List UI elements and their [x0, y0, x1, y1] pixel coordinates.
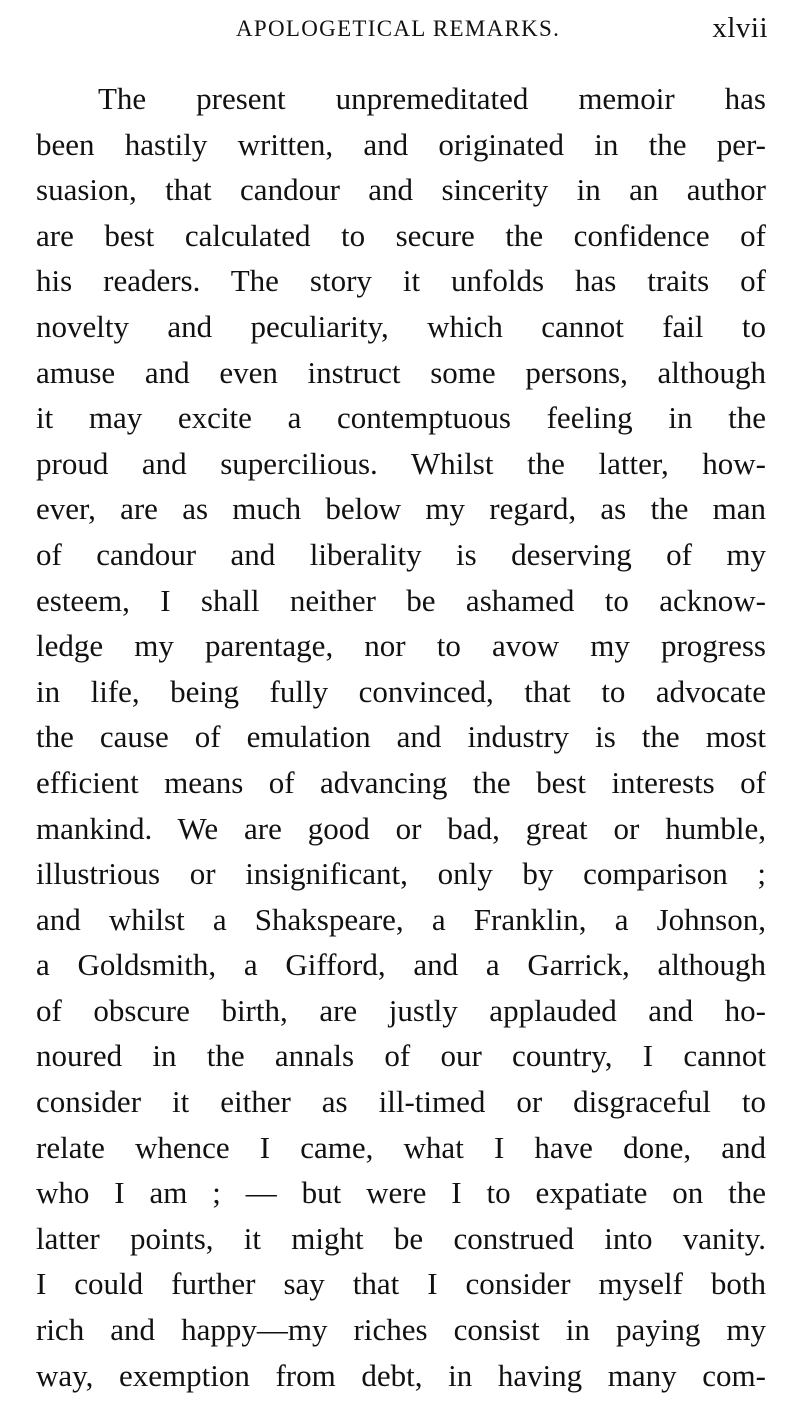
text-line: it may excite a contemptuous feeling in the — [36, 400, 766, 436]
text-line: I could further say that I consider myself both — [36, 1266, 766, 1302]
text-line: of candour and liberality is deserving of my — [36, 536, 766, 572]
text-line: in life, being fully convinced, that to advocate — [36, 673, 766, 709]
text-line: latter points, it might be construed into vanity. — [36, 1220, 766, 1256]
text-line: who I am ; — but were I to expatiate on the — [36, 1175, 766, 1211]
text-line: amuse and even instruct some persons, although — [36, 354, 766, 390]
text-line: been hastily written, and originated in the per- — [36, 126, 766, 162]
running-head — [36, 12, 768, 52]
text-line: esteem, I shall neither be ashamed to acknow- — [36, 582, 766, 618]
text-line: suasion, that candour and sincerity in an author — [36, 172, 766, 208]
page-number: xlvii — [712, 12, 768, 44]
text-line: way, exemption from debt, in having many com- — [36, 1357, 766, 1393]
text-line: illustrious or insignificant, only by comparison ; — [36, 856, 766, 892]
text-line: efficient means of advancing the best interests of — [36, 764, 766, 800]
text-line: novelty and peculiarity, which cannot fail to — [36, 308, 766, 344]
text-line: relate whence I came, what I have done, and — [36, 1129, 766, 1165]
text-line: a Goldsmith, a Gifford, and a Garrick, although — [36, 947, 766, 983]
text-line: his readers. The story it unfolds has traits of — [36, 263, 766, 299]
text-line: and whilst a Shakspeare, a Franklin, a Johnson, — [36, 901, 766, 937]
text-line: consider it either as ill-timed or disgraceful to — [36, 1084, 766, 1120]
text-line: ever, are as much below my regard, as the man — [36, 491, 766, 527]
text-line: are best calculated to secure the confidence of — [36, 217, 766, 253]
text-line: rich and happy—my riches consist in paying my — [36, 1312, 766, 1348]
running-title: APOLOGETICAL REMARKS. — [236, 16, 561, 41]
text-line: mankind. We are good or bad, great or humble, — [36, 810, 766, 846]
text-line: ledge my parentage, nor to avow my progress — [36, 628, 766, 664]
text-line: of obscure birth, are justly applauded and ho- — [36, 992, 766, 1028]
text-line: noured in the annals of our country, I cannot — [36, 1038, 766, 1074]
text-line: proud and supercilious. Whilst the latter, how- — [36, 445, 766, 481]
text-line: The present unpremeditated memoir has — [98, 81, 766, 116]
text-line: the cause of emulation and industry is the most — [36, 719, 766, 755]
body-text — [36, 76, 766, 1398]
